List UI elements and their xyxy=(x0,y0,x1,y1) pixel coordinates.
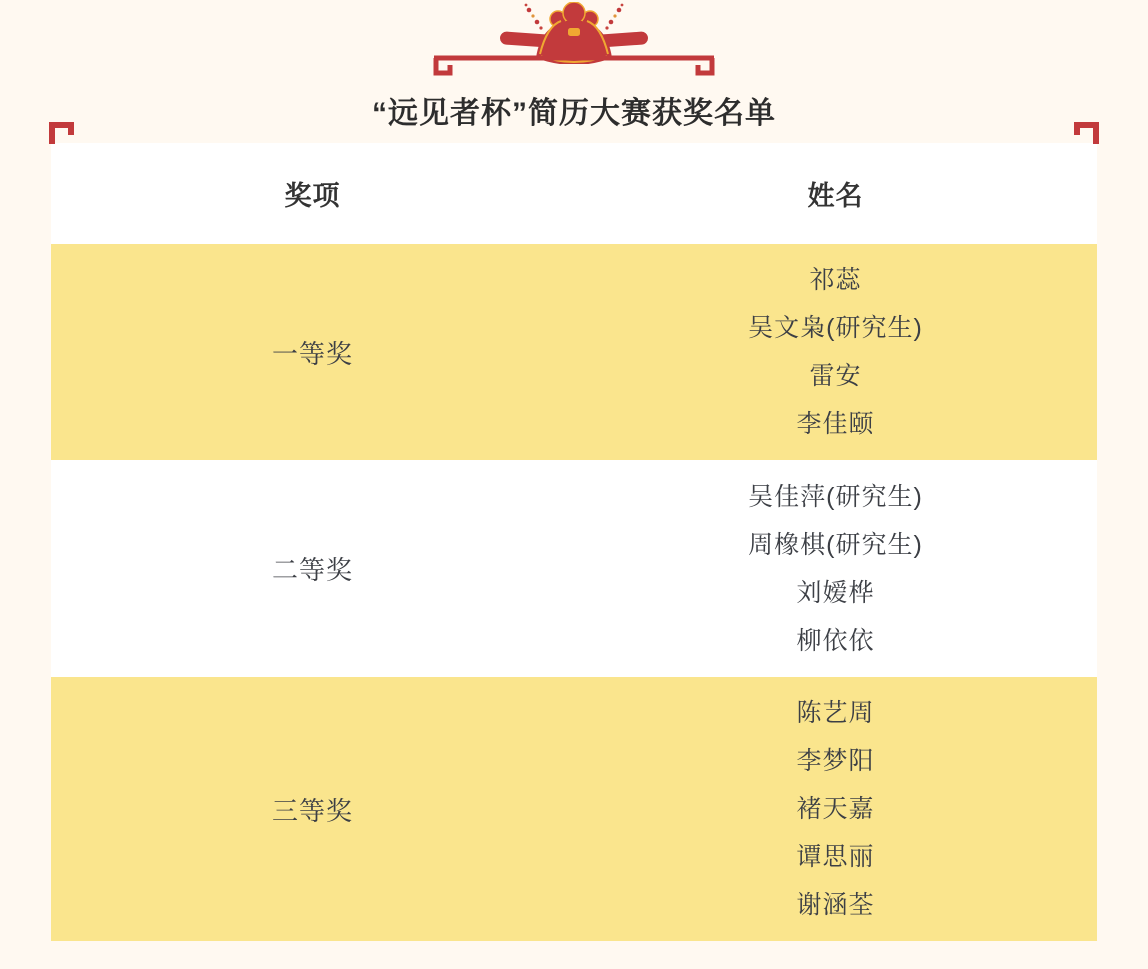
winner-name: 柳依依 xyxy=(796,626,875,655)
winner-name: 陈艺周 xyxy=(796,699,875,727)
decorative-frame-line xyxy=(432,54,716,78)
award-label: 一等奖 xyxy=(271,338,353,369)
award-label: 三等奖 xyxy=(271,795,353,826)
winner-name: 褚天嘉 xyxy=(796,795,875,823)
winner-names xyxy=(574,244,1097,460)
column-header-name: 姓名 xyxy=(807,181,864,211)
winner-name: 吴佳萍(研究生) xyxy=(748,482,923,511)
winner-name: 祁蕊 xyxy=(809,266,862,294)
winner-name: 吴文枭(研究生) xyxy=(748,314,923,342)
corner-bracket-left-icon xyxy=(49,122,75,144)
winner-name: 周橡棋(研究生) xyxy=(748,530,923,559)
table-row-second-prize xyxy=(51,460,1097,677)
awards-table xyxy=(51,143,1097,941)
table-header-row xyxy=(51,143,1097,244)
page-title: “远见者杯”简历大赛获奖名单 xyxy=(372,97,776,130)
column-header-award: 奖项 xyxy=(284,181,341,211)
award-label: 二等奖 xyxy=(271,555,353,585)
table-row-first-prize xyxy=(51,244,1097,460)
winner-name: 雷安 xyxy=(809,362,862,390)
table-row-third-prize xyxy=(51,677,1097,941)
corner-bracket-right-icon xyxy=(1073,122,1099,144)
winner-name: 谢涵荃 xyxy=(796,891,875,919)
winner-name: 刘嫒桦 xyxy=(796,578,875,607)
winner-name: 李佳颐 xyxy=(796,410,875,438)
winner-name: 谭思丽 xyxy=(796,843,875,871)
winner-name: 李梦阳 xyxy=(796,747,875,775)
winner-names xyxy=(574,460,1097,677)
winner-names xyxy=(574,677,1097,941)
